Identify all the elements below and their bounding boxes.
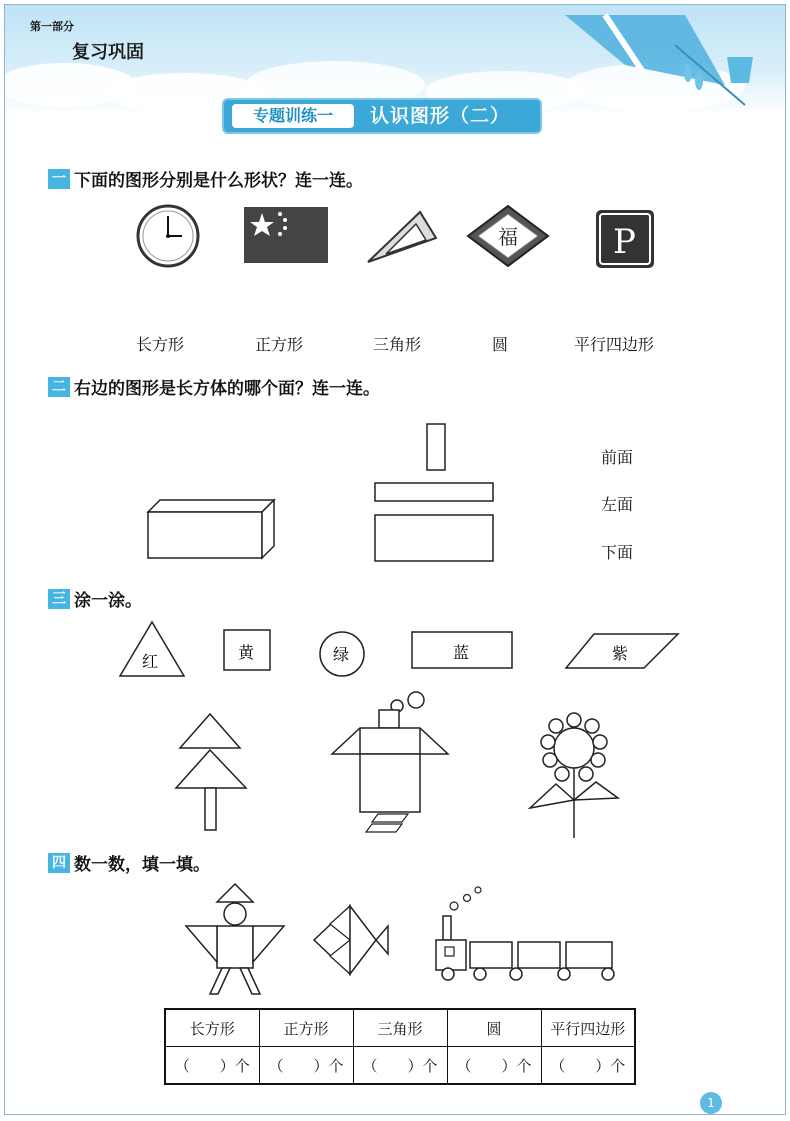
- count-table: [164, 1008, 636, 1085]
- set-square-icon: [368, 212, 436, 262]
- section1-number: 一: [48, 169, 70, 189]
- section2-title: 右边的图形是长方体的哪个面？连一连。: [74, 379, 380, 399]
- label-rectangle: 长方形: [136, 335, 185, 354]
- banner-left-label: 专题训练一: [232, 104, 354, 128]
- section1-title: 下面的图形分别是什么形状？连一连。: [74, 171, 363, 191]
- fu-diamond-icon: [468, 206, 548, 266]
- section3-number: 三: [48, 589, 70, 609]
- section2-heading: [48, 374, 380, 399]
- section4-heading: [48, 850, 210, 875]
- topic-banner: [222, 98, 542, 134]
- face-label-bottom: 下面: [601, 543, 634, 562]
- flag-icon: [244, 207, 328, 263]
- fish-picture: [314, 906, 388, 974]
- table-header: 平行四边形: [541, 1009, 635, 1047]
- table-header: 长方形: [165, 1009, 259, 1047]
- label-circle: 圆: [492, 335, 509, 354]
- robot-picture: [332, 692, 448, 832]
- label-triangle: 三角形: [373, 335, 422, 354]
- face-label-front: 前面: [601, 448, 634, 467]
- clock-icon: [138, 206, 198, 266]
- face-long-thin: [375, 483, 493, 501]
- parking-sign-icon: [596, 210, 654, 268]
- train-picture: [436, 887, 614, 980]
- table-header: 正方形: [259, 1009, 353, 1047]
- section3-heading: [48, 586, 142, 611]
- face-label-left: 左面: [601, 495, 634, 514]
- section2-number: 二: [48, 377, 70, 397]
- label-square: 正方形: [255, 335, 304, 354]
- answer-cell[interactable]: （ ）个: [447, 1047, 541, 1085]
- part-label: 第一部分: [30, 20, 74, 33]
- section4-title: 数一数，填一填。: [74, 855, 210, 875]
- person-picture: [186, 884, 284, 994]
- flower-picture: [530, 713, 618, 838]
- fu-character: 福: [498, 225, 518, 249]
- table-header: 三角形: [353, 1009, 447, 1047]
- answer-cell[interactable]: （ ）个: [259, 1047, 353, 1085]
- section1-heading: [48, 166, 363, 191]
- cuboid-shape: [148, 500, 274, 558]
- table-header: 圆: [447, 1009, 541, 1047]
- section4-pictures: [180, 880, 620, 1000]
- section3-title: 涂一涂。: [74, 591, 142, 611]
- answer-cell[interactable]: （ ）个: [165, 1047, 259, 1085]
- table-answer-row: [165, 1047, 635, 1085]
- label-parallelogram: 平行四边形: [574, 335, 655, 354]
- section3-pictures: [170, 690, 630, 840]
- section3-color-keys: [116, 618, 686, 682]
- section2-shapes: [140, 420, 520, 570]
- page-number: 1: [700, 1092, 722, 1114]
- color-purple: 紫: [612, 644, 629, 663]
- color-green: 绿: [333, 645, 350, 664]
- answer-cell[interactable]: （ ）个: [353, 1047, 447, 1085]
- face-narrow-tall: [427, 424, 445, 470]
- tree-picture: [176, 714, 246, 830]
- face-large: [375, 515, 493, 561]
- color-blue: 蓝: [453, 643, 470, 662]
- color-yellow: 黄: [238, 643, 255, 662]
- parking-letter: P: [613, 222, 636, 262]
- answer-cell[interactable]: （ ）个: [541, 1047, 635, 1085]
- section1-pictures: [120, 198, 680, 278]
- color-red: 红: [142, 652, 159, 671]
- series-title: 复习巩固: [72, 42, 144, 63]
- section4-number: 四: [48, 853, 70, 873]
- table-header-row: [165, 1009, 635, 1047]
- banner-right-title: 认识图形（二）: [370, 105, 511, 127]
